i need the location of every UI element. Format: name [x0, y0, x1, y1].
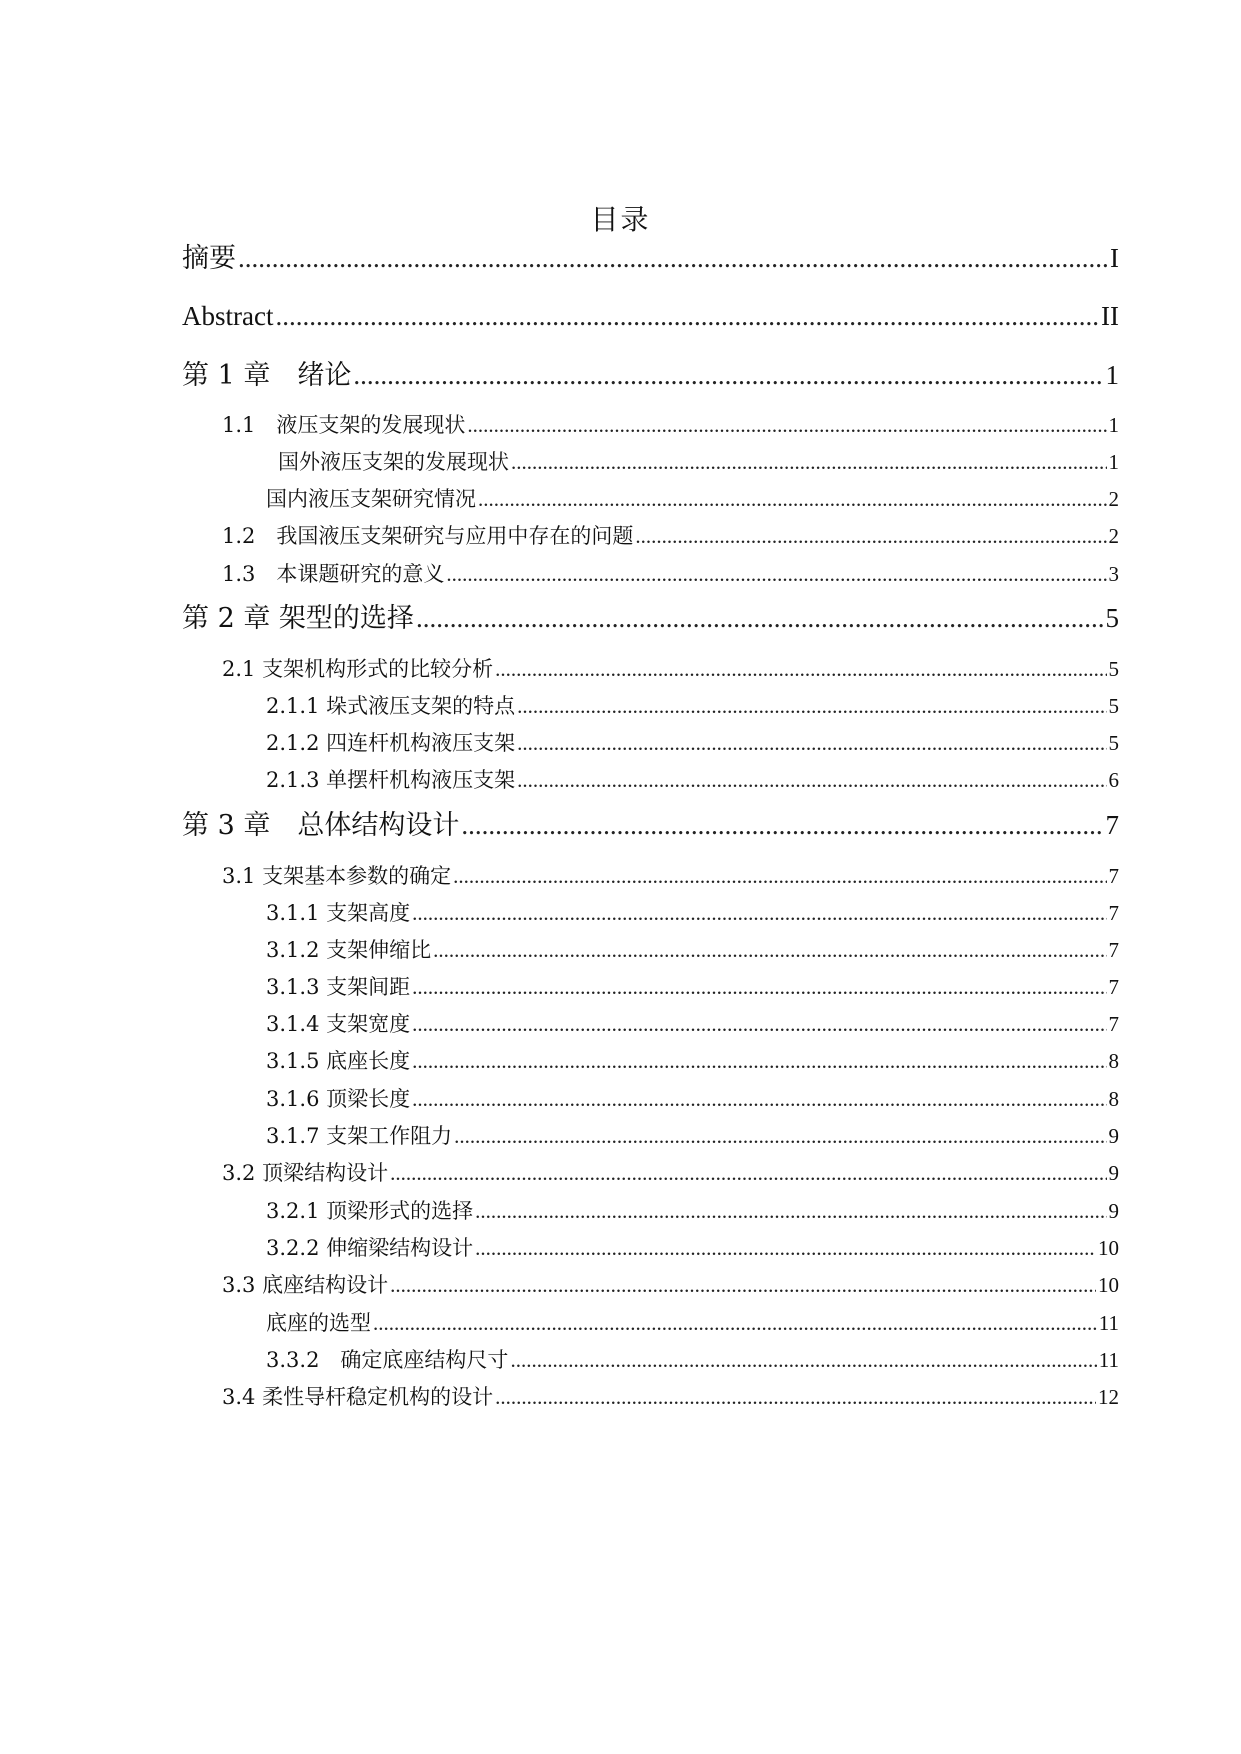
toc-entry-1-1[interactable] — [222, 410, 1119, 440]
toc-entry-page: 9 — [1108, 1124, 1119, 1148]
toc-entry-label: 2.1 支架机构形式的比较分析 — [222, 657, 494, 681]
toc-entry-label: 3.3.2 确定底座结构尺寸 — [266, 1348, 509, 1372]
toc-entry-page: 1 — [1108, 413, 1119, 437]
toc-leader-dots — [446, 559, 1106, 589]
toc-entry-page: 5 — [1108, 657, 1119, 681]
toc-entry-label: 2.1.2 四连杆机构液压支架 — [266, 731, 516, 755]
toc-entry-label: 国外液压支架的发展现状 — [278, 450, 509, 474]
toc-entry-page: 8 — [1108, 1049, 1119, 1073]
toc-entry-label: 3.1.4 支架宽度 — [266, 1012, 411, 1036]
toc-entry-label: 3.2 顶梁结构设计 — [222, 1161, 389, 1185]
toc-entry-label: 第 3 章 总体结构设计 — [182, 810, 460, 841]
toc-entry-3-1-5[interactable] — [266, 1046, 1119, 1076]
toc-leader-dots — [635, 521, 1106, 551]
toc-entry-label: 3.1.5 底座长度 — [266, 1049, 411, 1073]
toc-entry-chapter-2[interactable] — [182, 598, 1119, 638]
toc-entry-3-1[interactable] — [222, 861, 1119, 891]
toc-entry-2-1-2[interactable] — [266, 728, 1119, 758]
toc-entry-label: 3.1.2 支架伸缩比 — [266, 938, 432, 962]
toc-leader-dots — [478, 484, 1107, 514]
toc-entry-page: 11 — [1098, 1348, 1119, 1372]
toc-entry-1-1-1[interactable] — [278, 447, 1119, 477]
toc-entry-label: 国内液压支架研究情况 — [266, 487, 476, 511]
toc-entry-1-2[interactable] — [222, 521, 1119, 551]
toc-entry-label: 底座的选型 — [266, 1311, 371, 1335]
toc-leader-dots — [461, 805, 1103, 846]
toc-entry-page: 1 — [1108, 450, 1119, 474]
toc-leader-dots — [412, 1046, 1106, 1076]
toc-entry-3-3-2[interactable] — [266, 1345, 1119, 1375]
toc-leader-dots — [373, 1308, 1097, 1338]
toc-leader-dots — [353, 355, 1103, 396]
toc-leader-dots — [517, 728, 1106, 758]
toc-entry-label: 3.4 柔性导杆稳定机构的设计 — [222, 1385, 494, 1409]
toc-entry-page: 5 — [1108, 694, 1119, 718]
toc-leader-dots — [517, 765, 1106, 795]
toc-entry-2-1[interactable] — [222, 654, 1119, 684]
toc-leader-dots — [390, 1158, 1106, 1188]
toc-entry-label: 3.1.6 顶梁长度 — [266, 1087, 411, 1111]
toc-entry-3-3[interactable] — [222, 1270, 1119, 1300]
toc-entry-page: 11 — [1098, 1311, 1119, 1335]
toc-leader-dots — [453, 861, 1106, 891]
toc-entry-page: 10 — [1098, 1236, 1119, 1260]
toc-entry-page: 7 — [1108, 901, 1119, 925]
toc-entry-label: 3.1.1 支架高度 — [266, 901, 411, 925]
toc-leader-dots — [467, 410, 1106, 440]
toc-entry-label: 3.1 支架基本参数的确定 — [222, 864, 452, 888]
toc-entry-1-3[interactable] — [222, 559, 1119, 589]
toc-entry-chapter-1[interactable] — [182, 355, 1119, 395]
toc-entry-2-1-1[interactable] — [266, 691, 1119, 721]
toc-entry-page: 9 — [1108, 1161, 1119, 1185]
toc-entry-3-1-7[interactable] — [266, 1121, 1119, 1151]
toc-entry-1-1-2[interactable] — [266, 484, 1119, 514]
toc-entry-3-2[interactable] — [222, 1158, 1119, 1188]
toc-entry-3-3-1[interactable] — [266, 1308, 1119, 1338]
toc-entry-3-1-2[interactable] — [266, 935, 1119, 965]
toc-entry-page: 10 — [1098, 1273, 1119, 1297]
toc-entry-page: 7 — [1108, 938, 1119, 962]
toc-entry-page: 6 — [1108, 768, 1119, 792]
toc-entry-page: 7 — [1105, 810, 1119, 840]
toc-leader-dots — [495, 654, 1106, 684]
toc-entry-3-2-2[interactable] — [266, 1233, 1119, 1263]
toc-entry-page: 12 — [1098, 1385, 1119, 1409]
toc-leader-dots — [495, 1382, 1096, 1412]
toc-entry-chapter-3[interactable] — [182, 805, 1119, 845]
toc-leader-dots — [390, 1270, 1096, 1300]
toc-leader-dots — [433, 935, 1106, 965]
toc-leader-dots — [517, 691, 1106, 721]
toc-entry-label: 1.1 液压支架的发展现状 — [222, 413, 466, 437]
toc-entry-page: II — [1101, 301, 1119, 331]
toc-leader-dots — [412, 972, 1106, 1002]
toc-entry-abstract-en[interactable] — [182, 296, 1119, 336]
toc-entry-page: 1 — [1105, 360, 1119, 390]
toc-entry-page: 2 — [1108, 487, 1119, 511]
toc-entry-label: 第 2 章 架型的选择 — [182, 603, 414, 634]
toc-leader-dots — [475, 1196, 1106, 1226]
toc-entry-label: 2.1.1 垛式液压支架的特点 — [266, 694, 516, 718]
toc-entry-page: 2 — [1108, 524, 1119, 548]
toc-entry-page: 5 — [1105, 603, 1119, 633]
toc-entry-label: Abstract — [182, 301, 274, 331]
toc-entry-abstract-cn[interactable] — [182, 238, 1119, 278]
toc-entry-3-1-1[interactable] — [266, 898, 1119, 928]
toc-entry-3-4[interactable] — [222, 1382, 1119, 1412]
toc-leader-dots — [475, 1233, 1096, 1263]
toc-entry-label: 3.1.7 支架工作阻力 — [266, 1124, 453, 1148]
toc-leader-dots — [511, 447, 1107, 477]
toc-leader-dots — [238, 238, 1108, 279]
toc-leader-dots — [412, 898, 1106, 928]
toc-entry-page: 9 — [1108, 1199, 1119, 1223]
toc-entry-label: 3.2.2 伸缩梁结构设计 — [266, 1236, 474, 1260]
toc-entry-label: 3.1.3 支架间距 — [266, 975, 411, 999]
toc-entry-label: 2.1.3 单摆杆机构液压支架 — [266, 768, 516, 792]
toc-leader-dots — [412, 1084, 1106, 1114]
toc-entry-2-1-3[interactable] — [266, 765, 1119, 795]
toc-entry-page: 7 — [1108, 1012, 1119, 1036]
toc-entry-page: 3 — [1108, 562, 1119, 586]
toc-leader-dots — [510, 1345, 1096, 1375]
toc-entry-page: 7 — [1108, 975, 1119, 999]
toc-leader-dots — [416, 598, 1104, 639]
toc-entry-page: I — [1110, 243, 1119, 273]
toc-entry-page: 5 — [1108, 731, 1119, 755]
toc-entry-label: 3.2.1 顶梁形式的选择 — [266, 1199, 474, 1223]
toc-leader-dots — [412, 1009, 1106, 1039]
toc-entry-label: 摘要 — [182, 243, 236, 274]
toc-entry-page: 7 — [1108, 864, 1119, 888]
toc-entry-3-1-6[interactable] — [266, 1084, 1119, 1114]
toc-leader-dots — [454, 1121, 1106, 1151]
toc-entry-label: 1.3 本课题研究的意义 — [222, 562, 445, 586]
toc-entry-label: 3.3 底座结构设计 — [222, 1273, 389, 1297]
toc-entry-label: 1.2 我国液压支架研究与应用中存在的问题 — [222, 524, 634, 548]
toc-entry-3-1-3[interactable] — [266, 972, 1119, 1002]
toc-entry-3-1-4[interactable] — [266, 1009, 1119, 1039]
toc-entry-label: 第 1 章 绪论 — [182, 360, 352, 391]
toc-entry-3-2-1[interactable] — [266, 1196, 1119, 1226]
toc-leader-dots — [275, 296, 1099, 337]
toc-entry-page: 8 — [1108, 1087, 1119, 1111]
toc-title: 目录 — [590, 203, 651, 236]
